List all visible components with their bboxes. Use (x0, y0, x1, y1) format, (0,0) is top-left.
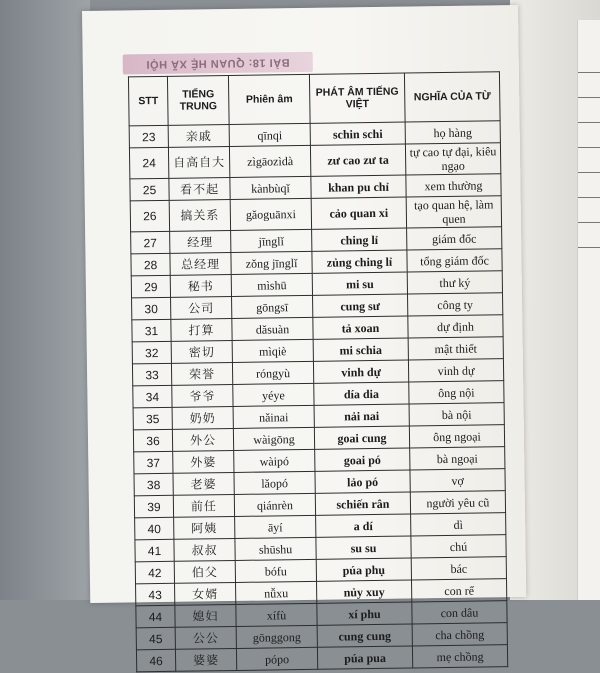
adjacent-page-edge (577, 20, 600, 600)
row-stt: 32 (132, 341, 171, 364)
chapter-header-text: BÀI 18: QUAN HỆ XÃ HỘI (145, 56, 290, 71)
row-stt: 26 (130, 200, 169, 232)
row-pinyin: āyí (235, 515, 316, 538)
header-phien-am: Phiên âm (228, 74, 310, 124)
row-chinese-characters: 打算 (171, 318, 232, 341)
header-tieng-trung: TIẾNG TRUNG (167, 76, 229, 126)
row-vietnamese-pronunciation: zủng ching lỉ (312, 250, 407, 273)
row-meaning: bà nội (409, 403, 504, 426)
book-page (82, 5, 526, 668)
row-vietnamese-pronunciation: nủy xuy (317, 580, 412, 603)
row-vietnamese-pronunciation: cung sư (313, 294, 408, 317)
row-pinyin: zìgāozìdà (229, 145, 310, 177)
row-vietnamese-pronunciation: zư cao zư ta (310, 144, 405, 176)
row-meaning: ông ngoại (409, 425, 504, 448)
table-body (129, 121, 508, 672)
table-header-row (128, 72, 500, 126)
row-meaning: con rể (411, 579, 506, 602)
adjacent-page-table (578, 48, 600, 248)
row-pinyin: mìshū (231, 273, 312, 296)
vocabulary-table (128, 71, 508, 672)
row-stt: 39 (134, 495, 173, 518)
row-stt: 45 (136, 627, 175, 650)
row-pinyin: gǎoguānxi (230, 198, 311, 230)
row-meaning: vinh dự (408, 359, 503, 382)
row-stt: 40 (135, 517, 174, 540)
row-pinyin: zǒng jīnglǐ (231, 251, 312, 274)
row-pinyin: shūshu (235, 537, 316, 560)
row-chinese-characters: 公司 (171, 296, 232, 319)
row-pinyin: wàipó (234, 449, 315, 472)
row-pinyin: yéye (233, 383, 314, 406)
row-chinese-characters: 女婿 (175, 582, 236, 605)
row-vietnamese-pronunciation: cảo quan xi (311, 197, 406, 229)
row-pinyin: pópo (236, 647, 317, 670)
row-vietnamese-pronunciation: día dia (314, 382, 409, 405)
row-pinyin: xífù (236, 603, 317, 626)
row-vietnamese-pronunciation: a dí (316, 514, 411, 537)
row-stt: 35 (133, 407, 172, 430)
row-pinyin: dǎsuàn (232, 317, 313, 340)
row-stt: 37 (134, 451, 173, 474)
row-stt: 28 (131, 253, 170, 276)
row-chinese-characters: 外婆 (173, 450, 234, 473)
row-stt: 41 (135, 539, 174, 562)
row-vietnamese-pronunciation: cung cung (317, 624, 412, 647)
row-pinyin: kànbùqǐ (230, 176, 311, 199)
row-meaning: họ hàng (405, 121, 500, 144)
header-phat-am: PHÁT ÂM TIẾNG VIỆT (309, 73, 405, 123)
background-left (0, 0, 90, 600)
row-meaning: mẹ chồng (412, 645, 507, 668)
row-stt: 29 (131, 275, 170, 298)
row-chinese-characters: 伯父 (174, 560, 235, 583)
row-meaning: dự định (408, 315, 503, 338)
row-vietnamese-pronunciation: goai cung (314, 426, 409, 449)
row-chinese-characters: 密切 (171, 340, 232, 363)
row-meaning: giám đốc (407, 227, 502, 250)
row-pinyin: bófu (235, 559, 316, 582)
row-pinyin: gōnggong (236, 625, 317, 648)
row-chinese-characters: 荣誉 (171, 362, 232, 385)
row-chinese-characters: 看不起 (169, 177, 230, 200)
row-vietnamese-pronunciation: lảo pó (315, 470, 410, 493)
row-stt: 30 (132, 297, 171, 320)
row-chinese-characters: 奶奶 (172, 406, 233, 429)
row-stt: 46 (136, 649, 175, 672)
row-meaning: ông nội (409, 381, 504, 404)
row-meaning: tạo quan hệ, làm quen (406, 196, 501, 228)
row-meaning: mật thiết (408, 337, 503, 360)
row-vietnamese-pronunciation: nải nai (314, 404, 409, 427)
row-pinyin: lǎopó (234, 471, 315, 494)
table-row (130, 196, 501, 232)
row-pinyin: mìqiè (232, 339, 313, 362)
row-vietnamese-pronunciation: tả xoan (313, 316, 408, 339)
row-pinyin: gōngsī (232, 295, 313, 318)
row-meaning: vợ (410, 469, 505, 492)
row-chinese-characters: 外公 (172, 428, 233, 451)
row-meaning: chú (411, 535, 506, 558)
row-vietnamese-pronunciation: púa phụ (316, 558, 411, 581)
row-pinyin: qīnqi (229, 123, 310, 146)
row-meaning: cha chồng (412, 623, 507, 646)
row-meaning: con dâu (412, 601, 507, 624)
table-row (129, 143, 500, 179)
row-stt: 33 (132, 363, 171, 386)
row-stt: 25 (130, 178, 169, 201)
row-chinese-characters: 前任 (173, 494, 234, 517)
row-chinese-characters: 阿姨 (174, 516, 235, 539)
row-chinese-characters: 公公 (175, 626, 236, 649)
row-stt: 38 (134, 473, 173, 496)
row-meaning: tự cao tự đại, kiêu ngạo (405, 143, 500, 175)
row-pinyin: wàigōng (233, 427, 314, 450)
header-stt: STT (128, 76, 168, 126)
row-vietnamese-pronunciation: schin schi (310, 122, 405, 145)
row-pinyin: jīnglǐ (231, 229, 312, 252)
row-chinese-characters: 叔叔 (174, 538, 235, 561)
row-stt: 31 (132, 319, 171, 342)
row-stt: 24 (129, 147, 168, 179)
row-meaning: thư ký (407, 271, 502, 294)
row-pinyin: nǎinai (233, 405, 314, 428)
row-meaning: bà ngoại (410, 447, 505, 470)
row-chinese-characters: 媳妇 (175, 604, 236, 627)
row-chinese-characters: 婆婆 (175, 648, 236, 671)
row-stt: 27 (131, 231, 170, 254)
row-pinyin: qiánrèn (234, 493, 315, 516)
row-meaning: dì (411, 513, 506, 536)
row-chinese-characters: 自高自大 (168, 146, 229, 178)
row-chinese-characters: 总经理 (170, 252, 231, 275)
row-stt: 42 (135, 561, 174, 584)
row-vietnamese-pronunciation: ching lỉ (312, 228, 407, 251)
row-vietnamese-pronunciation: khan pu chỉ (311, 175, 406, 198)
row-vietnamese-pronunciation: vinh dự (313, 360, 408, 383)
row-stt: 23 (129, 125, 168, 148)
row-meaning: bác (411, 557, 506, 580)
row-meaning: người yêu cũ (410, 491, 505, 514)
row-chinese-characters: 经理 (170, 230, 231, 253)
row-pinyin: róngyù (232, 361, 313, 384)
row-vietnamese-pronunciation: púa pua (317, 646, 412, 669)
row-stt: 44 (136, 605, 175, 628)
row-meaning: tổng giám đốc (407, 249, 502, 272)
row-vietnamese-pronunciation: schiến rân (315, 492, 410, 515)
row-pinyin: nǚxu (236, 581, 317, 604)
table-row (136, 645, 507, 672)
chapter-header-band (123, 52, 313, 75)
row-stt: 43 (136, 583, 175, 606)
row-vietnamese-pronunciation: mi schia (313, 338, 408, 361)
row-meaning: công ty (408, 293, 503, 316)
row-vietnamese-pronunciation: xí phu (317, 602, 412, 625)
row-chinese-characters: 秘书 (170, 274, 231, 297)
row-chinese-characters: 亲戚 (168, 125, 229, 148)
row-chinese-characters: 搞关系 (169, 199, 230, 231)
header-nghia: NGHĨA CỦA TỪ (404, 72, 500, 122)
row-chinese-characters: 爷爷 (172, 384, 233, 407)
row-vietnamese-pronunciation: su su (316, 536, 411, 559)
row-vietnamese-pronunciation: mi su (312, 272, 407, 295)
row-meaning: xem thường (406, 174, 501, 197)
row-chinese-characters: 老婆 (173, 472, 234, 495)
row-stt: 36 (133, 429, 172, 452)
row-vietnamese-pronunciation: goai pó (315, 448, 410, 471)
row-stt: 34 (133, 385, 172, 408)
